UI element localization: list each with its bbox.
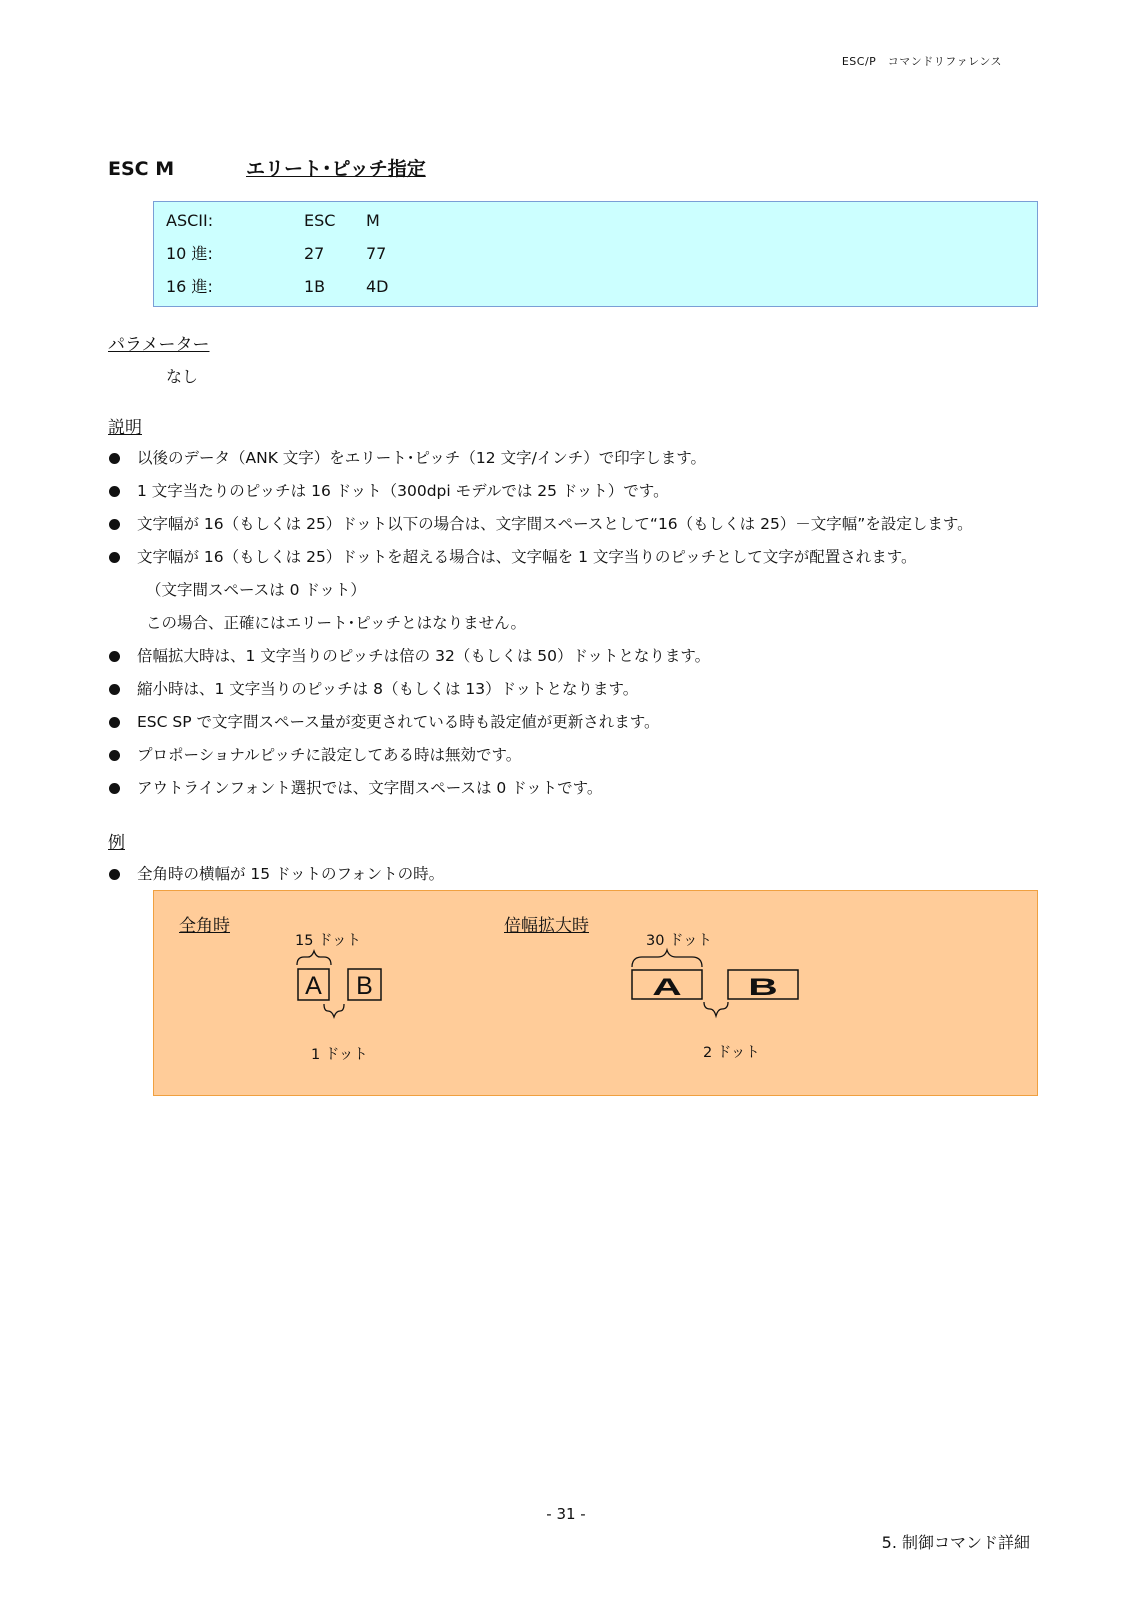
command-name: ESC M bbox=[108, 158, 175, 180]
list-item: 文字幅が 16（もしくは 25）ドット以下の場合は、文字間スペースとして“16（もしくは 25）－文字幅”を設定します。 bbox=[108, 508, 1088, 541]
list-item: アウトラインフォント選択では、文字間スペースは 0 ドットです。 bbox=[108, 772, 1088, 805]
list-item-continuation: （文字間スペースは 0 ドット） bbox=[146, 581, 366, 599]
code-value: ESC bbox=[304, 211, 336, 230]
code-label: 16 進: bbox=[166, 277, 213, 296]
code-value: 4D bbox=[366, 277, 389, 296]
code-value: M bbox=[366, 211, 380, 230]
list-item: 1 文字当たりのピッチは 16 ドット（300dpi モデルでは 25 ドット）です。 bbox=[108, 475, 1088, 508]
figure-note-1dot: 1 ドット bbox=[311, 1047, 368, 1063]
brace-bottom-icon bbox=[704, 1002, 728, 1016]
brace-bottom-icon bbox=[324, 1004, 344, 1017]
list-item: プロポーショナルピッチに設定してある時は無効です。 bbox=[108, 739, 1088, 772]
parameters-heading: パラメーター bbox=[108, 335, 210, 355]
code-table bbox=[153, 201, 1038, 307]
code-value: 1B bbox=[304, 277, 326, 296]
list-item: 以後のデータ（ANK 文字）をエリート･ピッチ（12 文字/インチ）で印字します。 bbox=[108, 442, 1088, 475]
code-label: ASCII: bbox=[166, 211, 214, 230]
figure-note-2dots: 2 ドット bbox=[703, 1045, 760, 1061]
example-heading: 例 bbox=[108, 833, 125, 853]
list-item: ESC SP で文字間スペース量が変更されている時も設定値が更新されます。 bbox=[108, 706, 1088, 739]
description-list bbox=[108, 442, 1088, 805]
parameters-value: なし bbox=[166, 367, 199, 386]
command-title bbox=[108, 154, 426, 181]
figure-note-30dots: 30 ドット bbox=[646, 933, 712, 949]
list-item-continuation: この場合、正確にはエリート･ピッチとはなりません。 bbox=[146, 614, 527, 632]
page-number: - 31 - bbox=[546, 1505, 586, 1523]
glyph-label: B bbox=[356, 972, 373, 1000]
code-value: 77 bbox=[366, 244, 387, 263]
glyph-label: A bbox=[652, 974, 682, 1001]
brace-top-icon bbox=[632, 950, 702, 967]
code-value: 27 bbox=[304, 244, 325, 263]
section-footer: 5. 制御コマンド詳細 bbox=[881, 1533, 1030, 1552]
example-item: 全角時の横幅が 15 ドットのフォントの時。 bbox=[108, 862, 444, 886]
list-item: 倍幅拡大時は、1 文字当りのピッチは倍の 32（もしくは 50）ドットとなります。 bbox=[108, 640, 1088, 673]
glyph-label: B bbox=[748, 974, 778, 1001]
brace-top-icon bbox=[297, 951, 331, 965]
list-item: 縮小時は、1 文字当りのピッチは 8（もしくは 13）ドットとなります。 bbox=[108, 673, 1088, 706]
list-item: 文字幅が 16（もしくは 25）ドットを超える場合は、文字幅を 1 文字当りのピッチとして文字が配置されます。 bbox=[108, 541, 1088, 574]
code-label: 10 進: bbox=[166, 244, 213, 263]
figure-drawing bbox=[154, 891, 1036, 1094]
figure-label-double-width: 倍幅拡大時 bbox=[504, 916, 589, 936]
figure-note-15dots: 15 ドット bbox=[295, 933, 361, 949]
figure-label-fullwidth: 全角時 bbox=[179, 916, 230, 936]
running-header: ESC/P コマンドリファレンス bbox=[841, 55, 1002, 68]
command-description: エリート･ピッチ指定 bbox=[246, 158, 426, 180]
example-figure bbox=[153, 890, 1038, 1096]
description-heading: 説明 bbox=[108, 418, 142, 438]
glyph-label: A bbox=[305, 972, 322, 1000]
